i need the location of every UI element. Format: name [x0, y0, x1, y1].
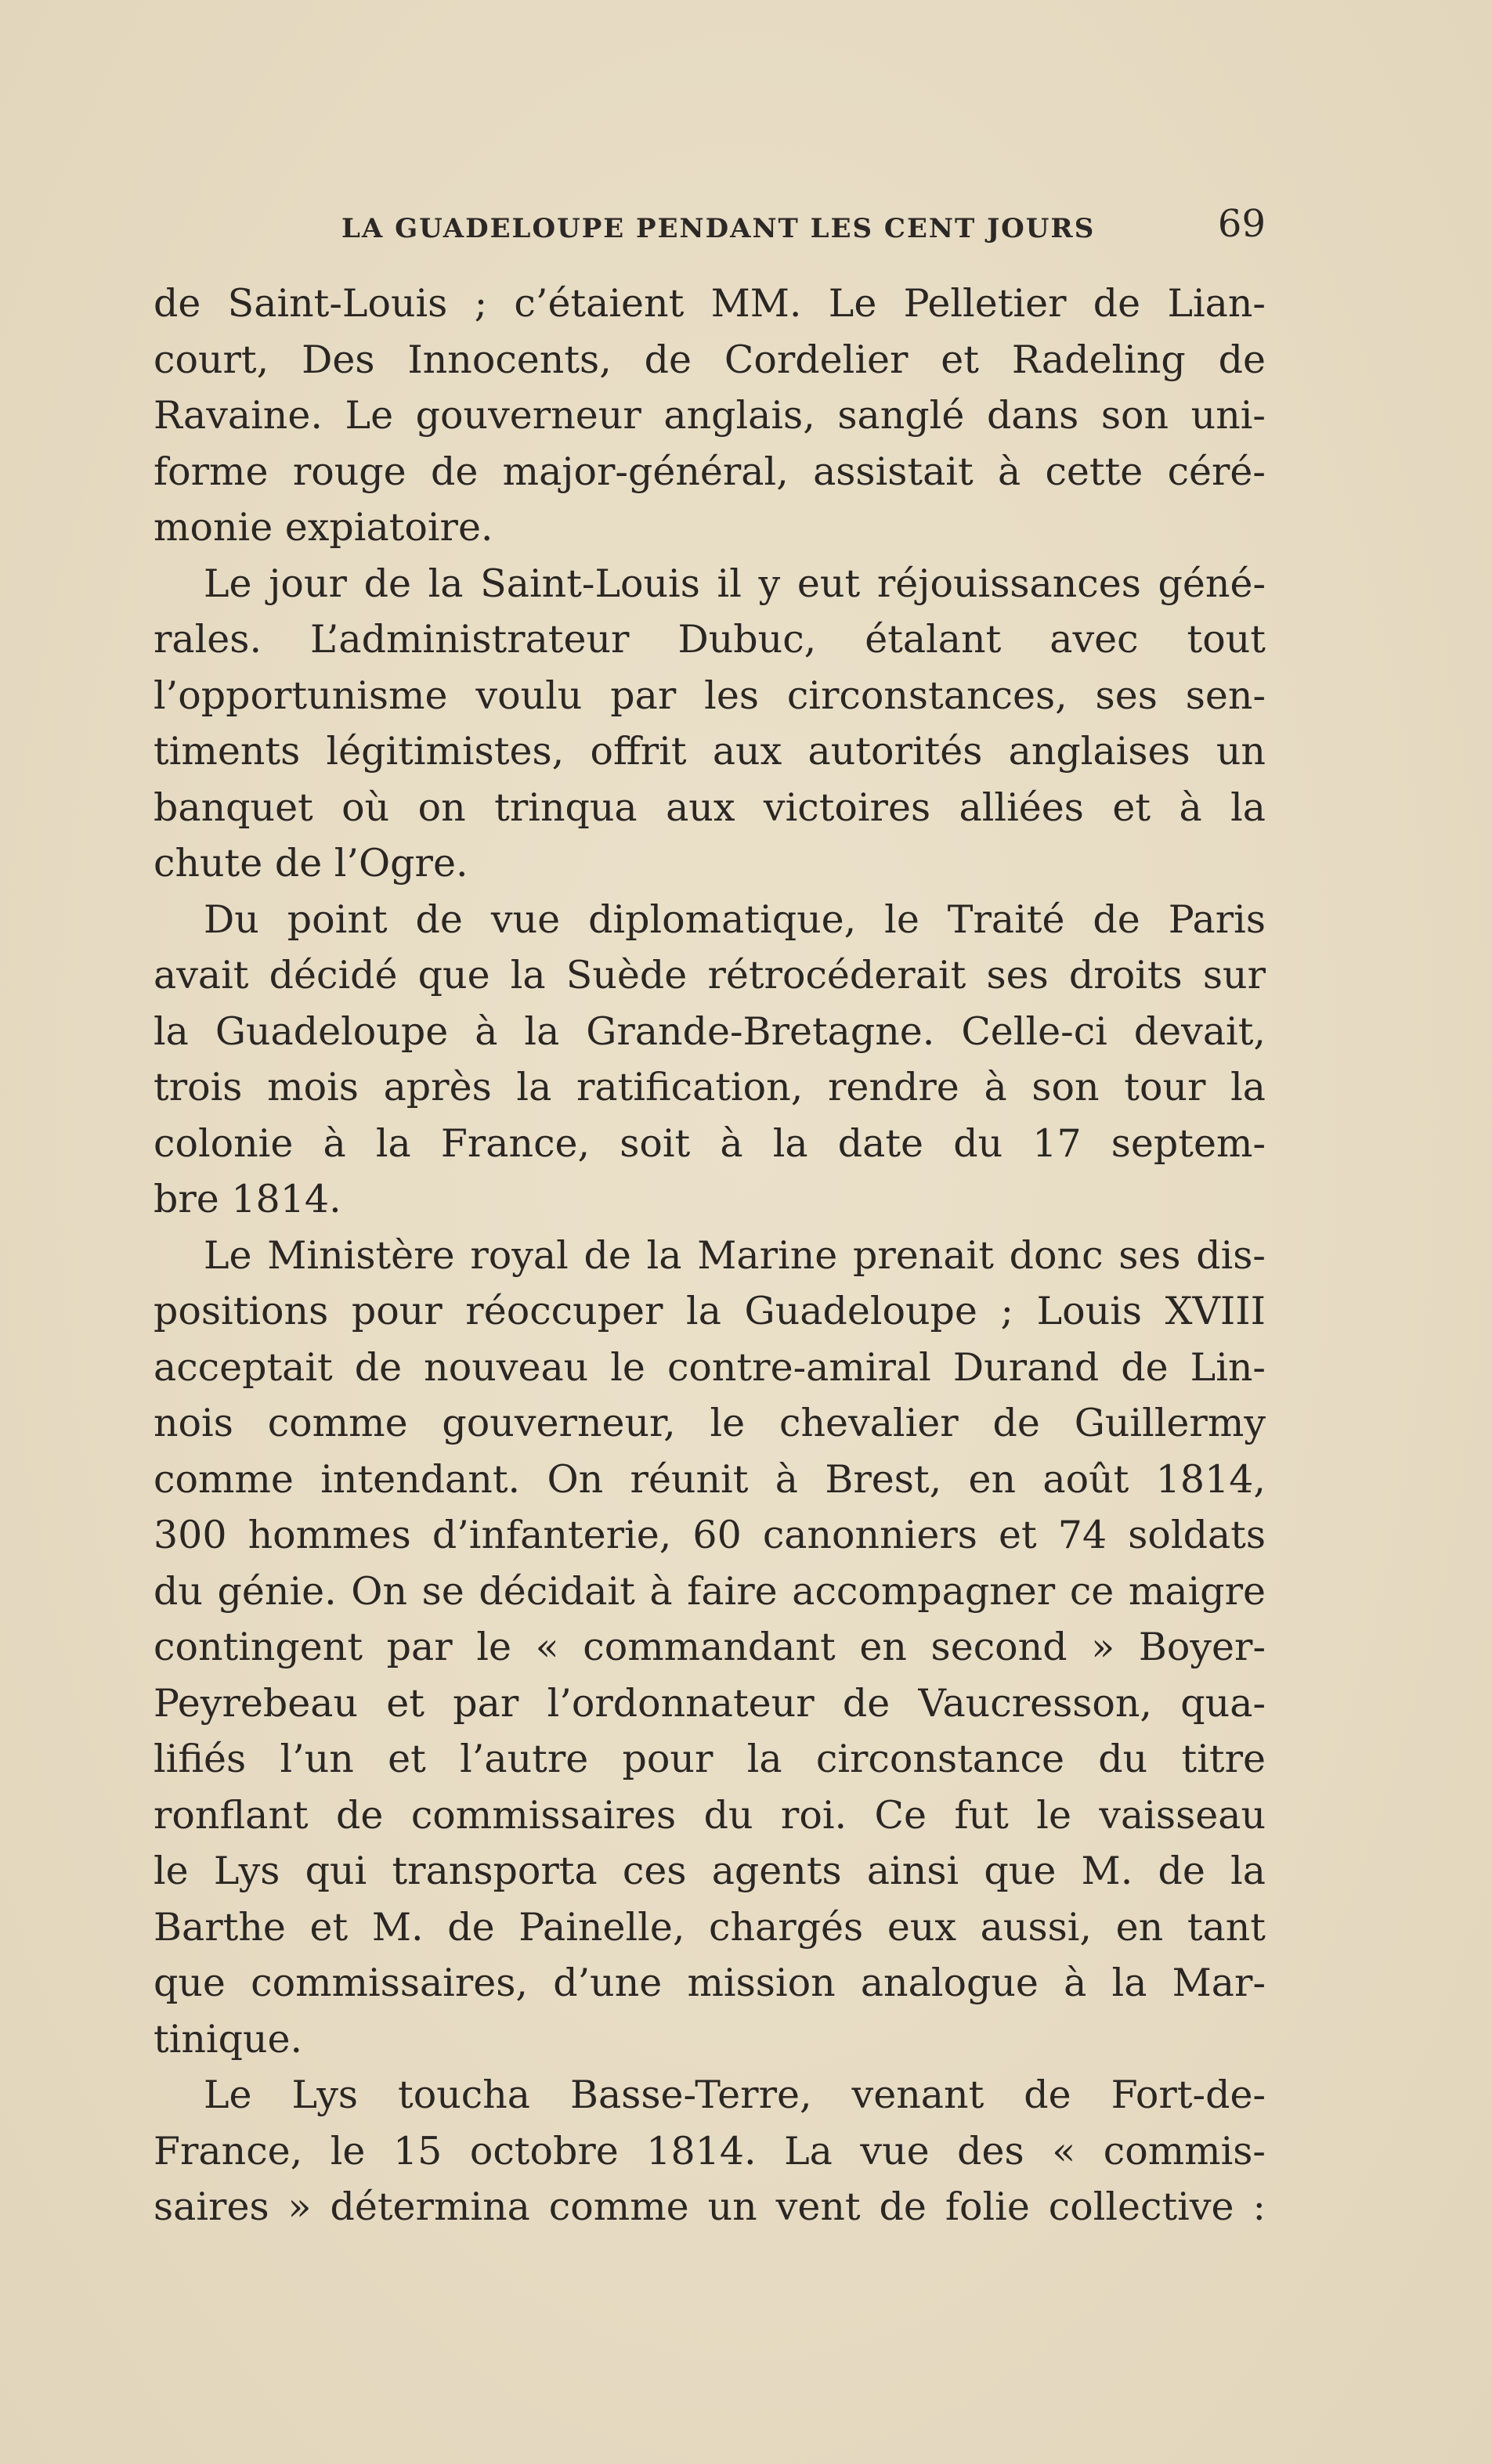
- text-line: 300 hommes d’infanterie, 60 canonniers et 74 soldats: [154, 1513, 1266, 1557]
- text-line: Le Ministère royal de la Marine prenait donc ses dis-: [204, 1232, 1266, 1278]
- text-line: Du point de vue diplomatique, le Traité de Paris: [204, 896, 1266, 942]
- text-line: colonie à la France, soit à la date du 17 septem-: [154, 1120, 1266, 1166]
- text-line: Peyrebeau et par l’ordonnateur de Vaucresson, qua-: [154, 1680, 1266, 1726]
- text-line: Le jour de la Saint-Louis il y eut réjouissances géné-: [204, 561, 1266, 606]
- text-line: l’opportunisme voulu par les circonstances, ses sen-: [154, 673, 1266, 718]
- text-line: du génie. On se décidait à faire accompagner ce maigre: [154, 1568, 1266, 1614]
- text-line: saires » détermina comme un vent de folie collective :: [154, 2184, 1266, 2229]
- text-line: positions pour réoccuper la Guadeloupe ; Louis XVIII: [154, 1289, 1266, 1333]
- text-line: Barthe et M. de Painelle, chargés eux aussi, en tant: [154, 1904, 1266, 1950]
- text-line: bre 1814.: [154, 1177, 341, 1221]
- text-line: Ravaine. Le gouverneur anglais, sanglé dans son uni-: [154, 393, 1266, 438]
- text-line: France, le 15 octobre 1814. La vue des « commis-: [154, 2128, 1266, 2174]
- text-line: Le Lys toucha Basse-Terre, venant de Fort-de-: [204, 2073, 1266, 2117]
- page-header: [154, 202, 1266, 257]
- text-line: ronflant de commissaires du roi. Ce fut le vaisseau: [154, 1792, 1266, 1838]
- text-line: contingent par le « commandant en second » Boyer-: [154, 1625, 1266, 1669]
- page-number: 69: [1217, 202, 1266, 246]
- text-line: comme intendant. On réunit à Brest, en août 1814,: [154, 1456, 1266, 1502]
- text-line: forme rouge de major-général, assistait à cette céré-: [154, 449, 1266, 494]
- text-line: banquet où on trinqua aux victoires alliées et à la: [154, 785, 1266, 830]
- text-line: monie expiatoire.: [154, 505, 493, 550]
- text-line: de Saint-Louis ; c’étaient MM. Le Pelletier de Lian-: [154, 281, 1266, 326]
- text-line: nois comme gouverneur, le chevalier de Guillermy: [154, 1401, 1266, 1445]
- text-line: timents légitimistes, offrit aux autorités anglaises un: [154, 729, 1266, 774]
- text-line: trois mois après la ratification, rendre à son tour la: [154, 1065, 1266, 1109]
- body-text: [154, 276, 1266, 2235]
- text-line: rales. L’administrateur Dubuc, étalant avec tout: [154, 617, 1266, 662]
- text-line: court, Des Innocents, de Cordelier et Radeling de: [154, 337, 1266, 382]
- text-line: le Lys qui transporta ces agents ainsi que M. de la: [154, 1849, 1266, 1893]
- text-line: avait décidé que la Suède rétrocéderait ses droits sur: [154, 953, 1266, 998]
- text-line: lifiés l’un et l’autre pour la circonstance du titre: [154, 1737, 1266, 1781]
- text-line: tinique.: [154, 2016, 303, 2062]
- text-line: acceptait de nouveau le contre-amiral Durand de Lin-: [154, 1344, 1266, 1390]
- text-line: la Guadeloupe à la Grande-Bretagne. Celle-ci devait,: [154, 1008, 1266, 1054]
- text-line: que commissaires, d’une mission analogue à la Mar-: [154, 1961, 1266, 2005]
- text-line: chute de l’Ogre.: [154, 841, 468, 886]
- running-title: LA GUADELOUPE PENDANT LES CENT JOURS: [341, 213, 1096, 244]
